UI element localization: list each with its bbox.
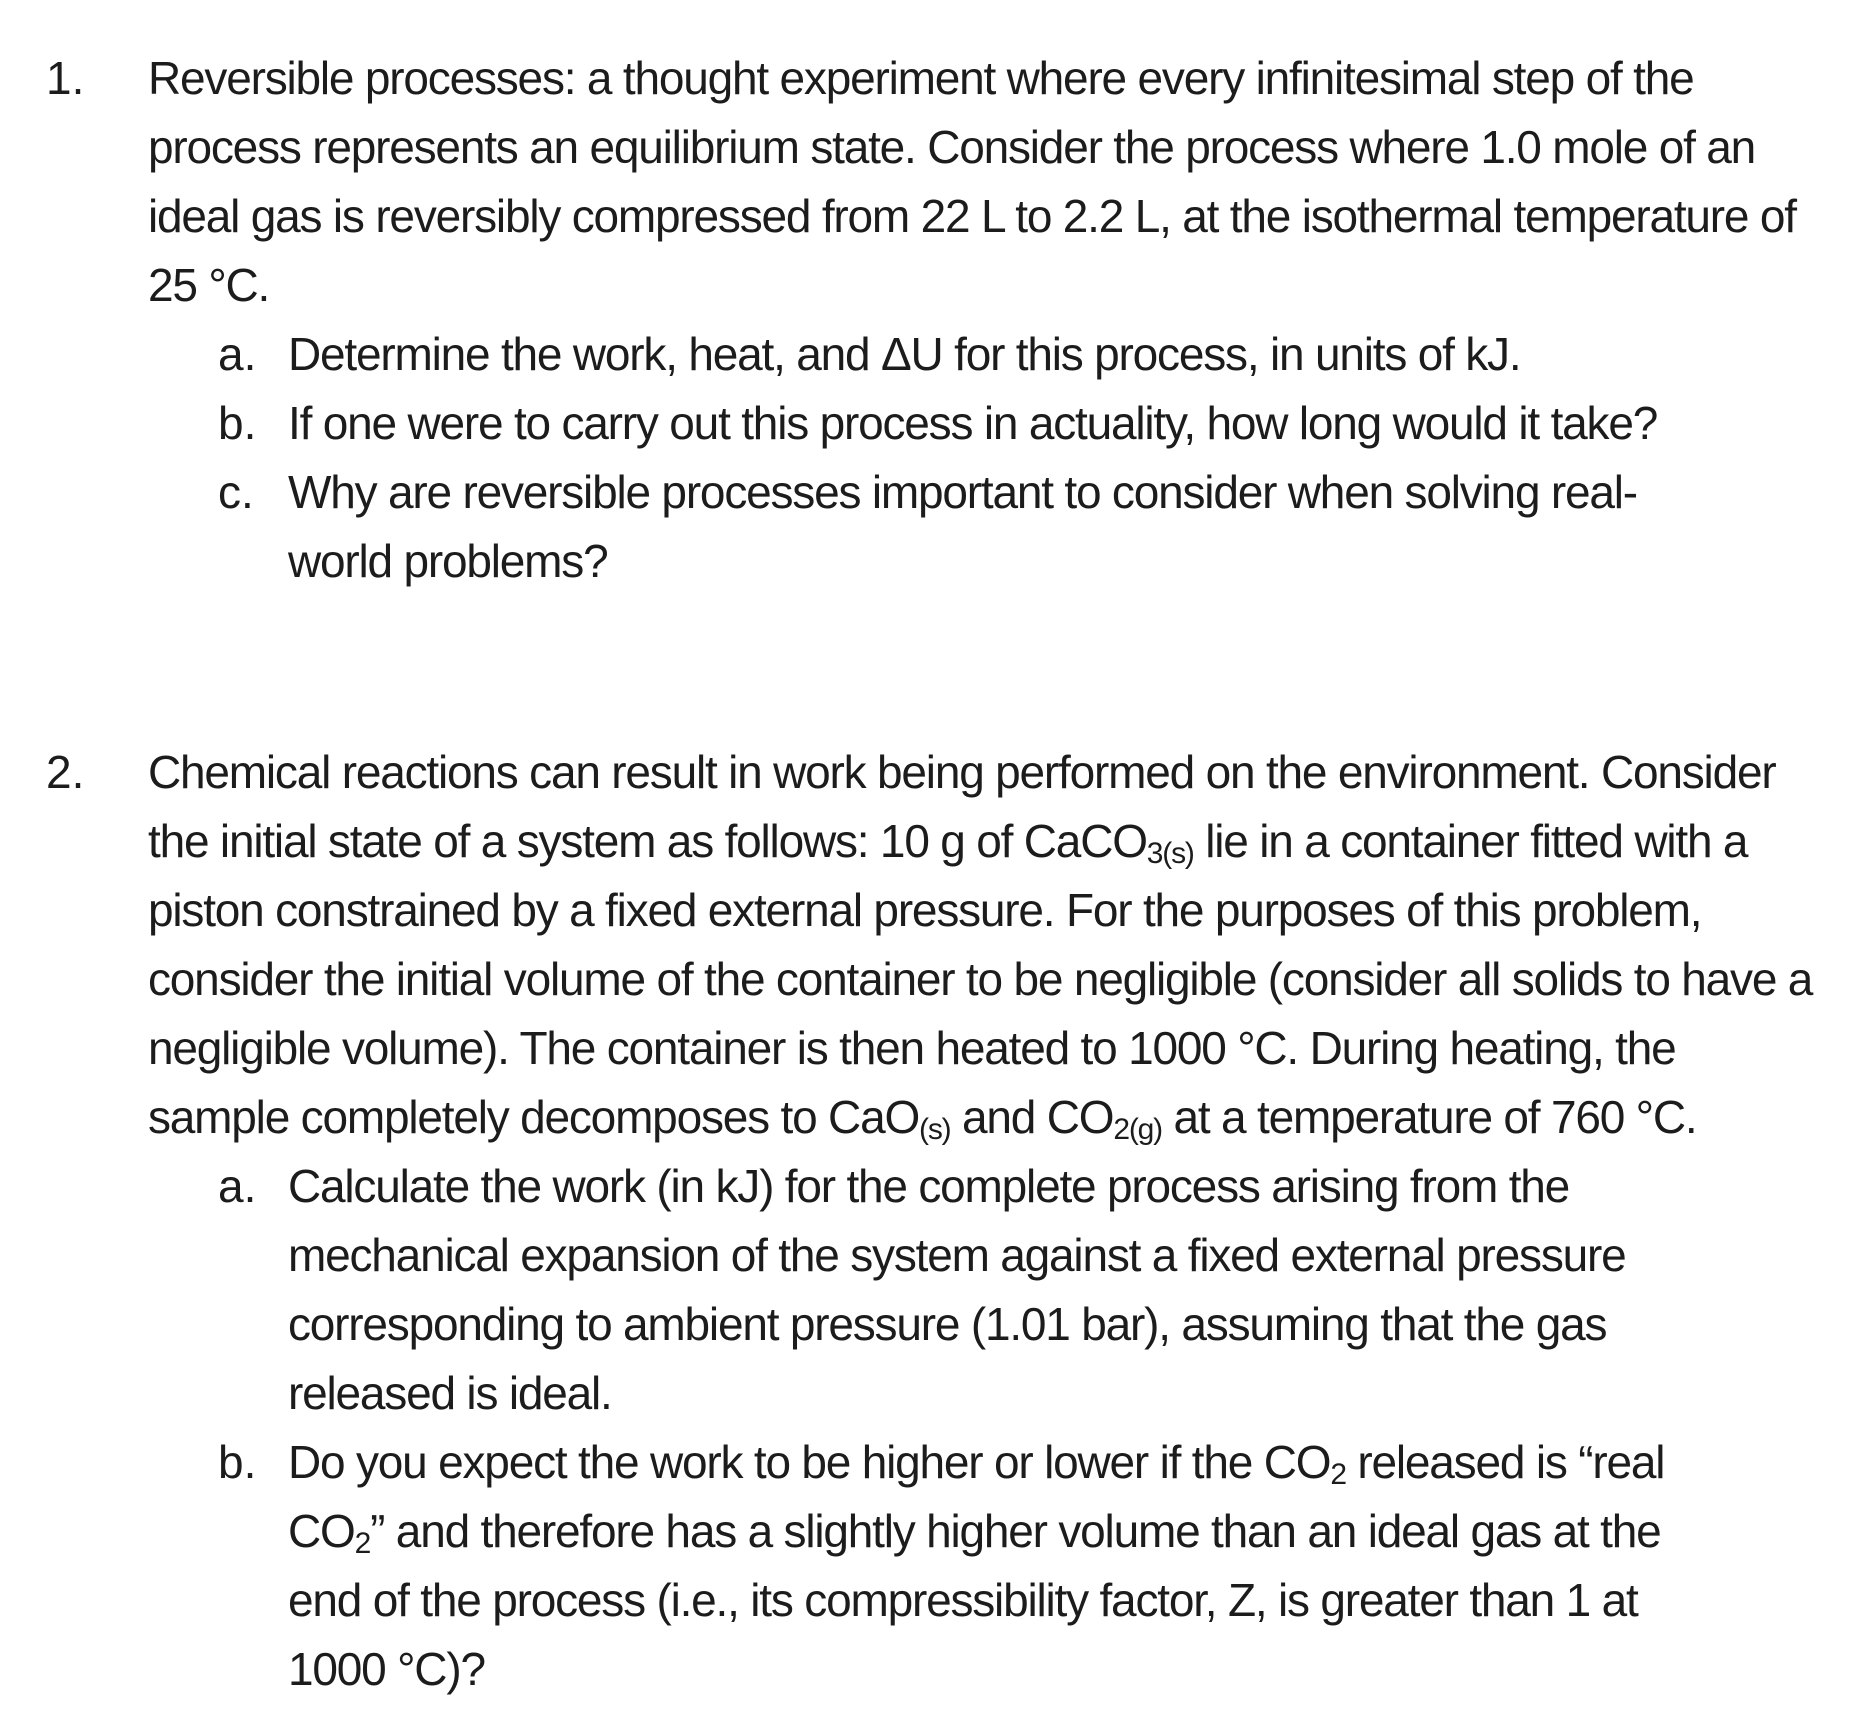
formula-subscript: 2 xyxy=(1330,1458,1346,1491)
subquestion-a xyxy=(218,1152,1778,1428)
question-text xyxy=(148,738,1828,1152)
subquestion-text: Determine the work, heat, and ΔU for this process, in units of kJ. xyxy=(288,328,1521,380)
subquestion-text: Why are reversible processes important to consider when solving real-world problems? xyxy=(288,466,1637,587)
subquestion-text-part: Do you expect the work to be higher or lower if the CO xyxy=(288,1436,1331,1488)
subquestion-label: a. xyxy=(218,328,257,380)
subquestion-list xyxy=(218,320,1778,596)
question-number: 1. xyxy=(46,52,85,104)
subquestion-text xyxy=(288,1428,1668,1704)
subquestion-label: c. xyxy=(218,466,254,518)
formula-subscript: 2(g) xyxy=(1113,1113,1162,1146)
subquestion-a xyxy=(218,320,1778,389)
question-text-part: Chemical reactions can result in work being performed on the environment. Consider the initial state of a system as follows: 10 g of CaCO xyxy=(148,746,1776,867)
question-text-part: at a temperature of 760 °C. xyxy=(1161,1091,1697,1143)
subquestion-text: If one were to carry out this process in actuality, how long would it take? xyxy=(288,397,1658,449)
question-text-part: and CO xyxy=(950,1091,1114,1143)
subquestion-text-part: ” and therefore has a slightly higher volume than an ideal gas at the end of the process (i.e., its compressibility factor, Z, is greater than 1 at 1000 °C)? xyxy=(288,1505,1661,1695)
subquestion-b xyxy=(218,1428,1778,1704)
question-text-part: lie in a container fitted with a piston constrained by a fixed external pressure. For the purposes of this problem, consider the initial volume of the container to be negligible (consider all solids to have a negligible volume). The container is then heated to 1000 °C. During heating, the sample completely decomposes to CaO xyxy=(148,815,1813,1143)
subquestion-label: b. xyxy=(218,397,257,449)
question-number: 2. xyxy=(46,746,85,798)
subquestion-label: a. xyxy=(218,1160,257,1212)
formula-subscript: 3(s) xyxy=(1146,837,1194,870)
subquestion-text-part: released is “real CO xyxy=(288,1436,1665,1557)
formula-subscript: (s) xyxy=(919,1113,951,1146)
subquestion-label: b. xyxy=(218,1436,257,1488)
question-1 xyxy=(46,44,1806,596)
formula-subscript: 2 xyxy=(354,1527,371,1560)
question-2 xyxy=(46,738,1813,1704)
question-text: Reversible processes: a thought experiment where every infinitesimal step of the process represents an equilibrium state. Consider the process where 1.0 mole of an ideal gas is reversibly compressed from 22 L to 2.2 L, at the isothermal temperature of 25 °C. xyxy=(148,52,1796,311)
subquestion-text: Calculate the work (in kJ) for the complete process arising from the mechanical expansion of the system against a fixed external pressure corresponding to ambient pressure (1.01 bar), assuming that the gas released is ideal. xyxy=(288,1160,1626,1419)
subquestion-b xyxy=(218,389,1778,458)
subquestion-list xyxy=(218,1152,1778,1704)
subquestion-c xyxy=(218,458,1778,596)
